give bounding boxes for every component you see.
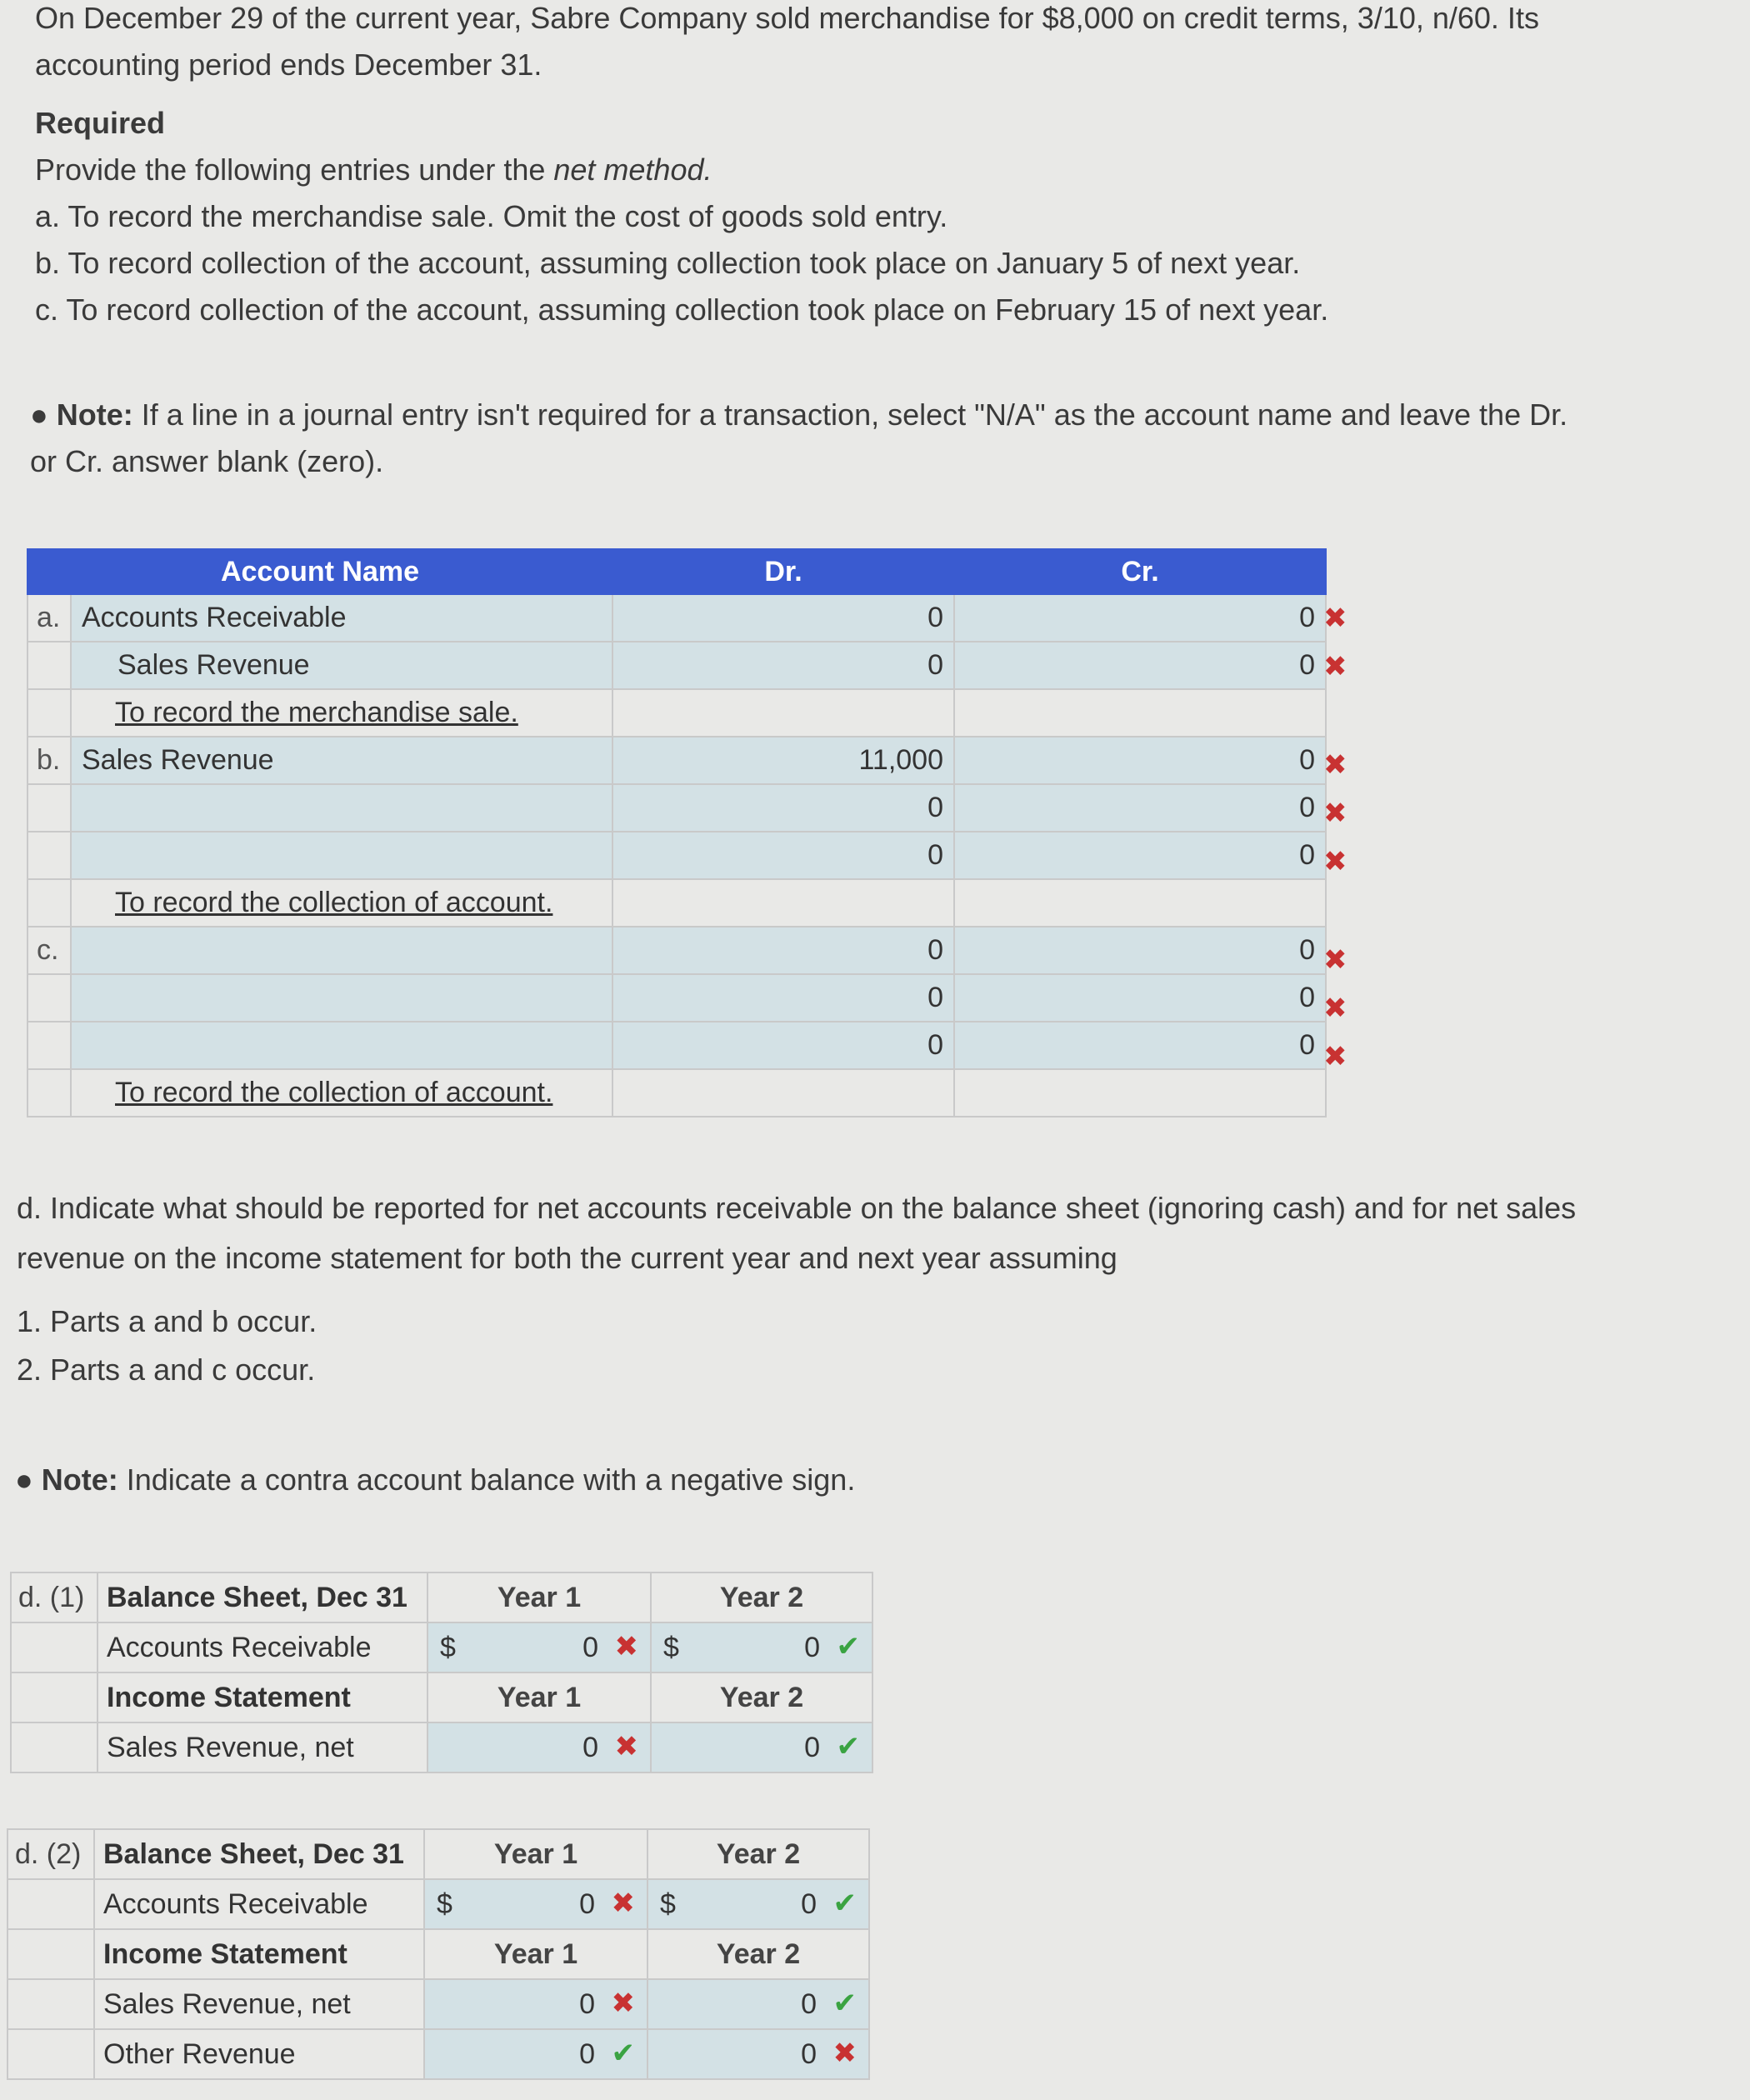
sr-year2-input[interactable]: 0 ✔ bbox=[651, 1722, 872, 1772]
account-select[interactable] bbox=[71, 832, 612, 879]
note-2: ● Note: Indicate a contra account balance with a negative sign. bbox=[15, 1462, 856, 1497]
incorrect-icon: ✖ bbox=[1323, 602, 1348, 634]
incorrect-icon: ✖ bbox=[1323, 846, 1348, 878]
dr-input[interactable]: 11,000 bbox=[612, 737, 954, 784]
part-d-items: 1. Parts a and b occur. 2. Parts a and c occur. bbox=[17, 1304, 318, 1387]
dr-input[interactable]: 0 bbox=[612, 832, 954, 879]
ar-year2-input[interactable]: $ 0 ✔ bbox=[648, 1879, 869, 1929]
sr-year2-input[interactable]: 0 ✔ bbox=[648, 1979, 869, 2029]
dr-input[interactable]: 0 bbox=[612, 974, 954, 1022]
memo-link[interactable]: To record the collection of account. bbox=[71, 1069, 612, 1117]
journal-row bbox=[28, 974, 1326, 1022]
year2-header: Year 2 bbox=[648, 1829, 869, 1879]
account-select[interactable] bbox=[71, 927, 612, 974]
ar-year1-input[interactable]: $ 0 ✖ bbox=[424, 1879, 648, 1929]
header-dr: Dr. bbox=[612, 549, 954, 594]
required-section bbox=[35, 100, 1328, 333]
entry-label-b: b. bbox=[28, 737, 71, 784]
or-year1-input[interactable]: 0 ✔ bbox=[424, 2029, 648, 2079]
d2-label: d. (2) bbox=[8, 1829, 94, 1879]
cr-input[interactable]: 0 bbox=[954, 832, 1326, 879]
header-cr: Cr. bbox=[954, 549, 1326, 594]
account-select[interactable] bbox=[71, 974, 612, 1022]
sales-revenue-net-label: Sales Revenue, net bbox=[94, 1979, 424, 2029]
incorrect-icon: ✖ bbox=[1323, 992, 1348, 1024]
income-statement-header: Income Statement bbox=[94, 1929, 424, 1979]
journal-row bbox=[28, 737, 1326, 784]
year2-header: Year 2 bbox=[651, 1572, 872, 1622]
incorrect-icon: ✖ bbox=[1323, 651, 1348, 682]
correct-icon: ✔ bbox=[832, 1988, 857, 2019]
item-a: a. To record the merchandise sale. Omit the cost of goods sold entry. bbox=[35, 199, 948, 233]
account-select[interactable]: Sales Revenue bbox=[71, 737, 612, 784]
instruction: Provide the following entries under the net method. bbox=[35, 152, 712, 187]
journal-memo-row bbox=[28, 1069, 1326, 1117]
part-d-text: d. Indicate what should be reported for net accounts receivable on the balance sheet (ignoring cash) and for net sales revenue on the income statement for both the current year and next year assuming bbox=[17, 1191, 1577, 1275]
balance-sheet-header: Balance Sheet, Dec 31 bbox=[94, 1829, 424, 1879]
sales-revenue-net-label: Sales Revenue, net bbox=[98, 1722, 428, 1772]
required-heading: Required bbox=[35, 106, 166, 140]
year1-header: Year 1 bbox=[428, 1572, 651, 1622]
intro-text bbox=[35, 0, 1539, 88]
incorrect-icon: ✖ bbox=[1323, 944, 1348, 976]
dr-input[interactable]: 0 bbox=[612, 642, 954, 689]
journal-row bbox=[28, 784, 1326, 832]
accounts-receivable-label: Accounts Receivable bbox=[98, 1622, 428, 1672]
sr-year1-input[interactable]: 0 ✖ bbox=[424, 1979, 648, 2029]
journal-row bbox=[28, 1022, 1326, 1069]
cr-input[interactable]: 0 bbox=[954, 642, 1326, 689]
cr-input[interactable]: 0 bbox=[954, 737, 1326, 784]
journal-header-row bbox=[28, 549, 1326, 594]
memo-link[interactable]: To record the collection of account. bbox=[71, 879, 612, 927]
correct-icon: ✔ bbox=[832, 1888, 857, 1919]
balance-sheet-header: Balance Sheet, Dec 31 bbox=[98, 1572, 428, 1622]
journal-memo-row bbox=[28, 879, 1326, 927]
correct-icon: ✔ bbox=[836, 1731, 860, 1762]
note-1: ● Note: If a line in a journal entry isn't required for a transaction, select "N/A" as the account name and leave the Dr. or Cr. answer blank (zero). bbox=[30, 398, 1568, 478]
incorrect-icon: ✖ bbox=[614, 1631, 638, 1662]
income-statement-header: Income Statement bbox=[98, 1672, 428, 1722]
intro-line-2: accounting period ends December 31. bbox=[35, 48, 542, 82]
cr-input[interactable]: 0 bbox=[954, 784, 1326, 832]
account-select[interactable] bbox=[71, 1022, 612, 1069]
account-select[interactable]: Sales Revenue bbox=[71, 642, 612, 689]
dr-input[interactable]: 0 bbox=[612, 1022, 954, 1069]
other-revenue-label: Other Revenue bbox=[94, 2029, 424, 2079]
journal-entry-table bbox=[27, 548, 1327, 1118]
ar-year1-input[interactable]: $ 0 ✖ bbox=[428, 1622, 651, 1672]
journal-row bbox=[28, 594, 1326, 642]
dr-input[interactable]: 0 bbox=[612, 927, 954, 974]
cr-input[interactable]: 0 bbox=[954, 927, 1326, 974]
accounts-receivable-label: Accounts Receivable bbox=[94, 1879, 424, 1929]
bullet-icon: ● bbox=[30, 398, 57, 432]
d2-table: d. (2) Balance Sheet, Dec 31 Year 1 Year 2 Accounts Receivable $ 0 ✖ $ 0 ✔ Income Statement Year 1 Year 2 Sales Revenue, net 0 ✖ 0 ✔ Other Revenue 0 ✔ 0 ✖ bbox=[7, 1828, 870, 2080]
d1-table: d. (1) Balance Sheet, Dec 31 Year 1 Year 2 Accounts Receivable $ 0 ✖ $ 0 ✔ Income Statement Year 1 Year 2 Sales Revenue, net 0 ✖ 0 ✔ bbox=[10, 1572, 873, 1773]
cr-input[interactable]: 0 bbox=[954, 594, 1326, 642]
intro-line-1: On December 29 of the current year, Sabre Company sold merchandise for $8,000 on credit terms, 3/10, n/60. Its bbox=[35, 1, 1539, 35]
entry-label-c: c. bbox=[28, 927, 71, 974]
bullet-icon: ● bbox=[15, 1462, 42, 1497]
item-b: b. To record collection of the account, assuming collection took place on January 5 of next year. bbox=[35, 246, 1301, 280]
incorrect-icon: ✖ bbox=[1323, 1041, 1348, 1072]
incorrect-icon: ✖ bbox=[1323, 798, 1348, 829]
account-select[interactable] bbox=[71, 784, 612, 832]
incorrect-icon: ✖ bbox=[611, 1988, 635, 2019]
incorrect-icon: ✖ bbox=[611, 1888, 635, 1919]
or-year2-input[interactable]: 0 ✖ bbox=[648, 2029, 869, 2079]
journal-memo-row bbox=[28, 689, 1326, 737]
sr-year1-input[interactable]: 0 ✖ bbox=[428, 1722, 651, 1772]
memo-link[interactable]: To record the merchandise sale. bbox=[71, 689, 612, 737]
d1-label: d. (1) bbox=[11, 1572, 98, 1622]
journal-row bbox=[28, 642, 1326, 689]
journal-row bbox=[28, 927, 1326, 974]
incorrect-icon: ✖ bbox=[614, 1731, 638, 1762]
header-account-name: Account Name bbox=[28, 549, 612, 594]
incorrect-icon: ✖ bbox=[1323, 749, 1348, 781]
dr-input[interactable]: 0 bbox=[612, 784, 954, 832]
correct-icon: ✔ bbox=[611, 2038, 635, 2069]
correct-icon: ✔ bbox=[836, 1631, 860, 1662]
year1-header: Year 1 bbox=[424, 1829, 648, 1879]
account-select[interactable]: Accounts Receivable bbox=[71, 594, 612, 642]
incorrect-icon: ✖ bbox=[832, 2038, 857, 2069]
ar-year2-input[interactable]: $ 0 ✔ bbox=[651, 1622, 872, 1672]
cr-input[interactable]: 0 bbox=[954, 1022, 1326, 1069]
journal-row bbox=[28, 832, 1326, 879]
item-c: c. To record collection of the account, assuming collection took place on February 15 of next year. bbox=[35, 292, 1329, 327]
dr-input[interactable]: 0 bbox=[612, 594, 954, 642]
entry-label-a: a. bbox=[28, 594, 71, 642]
cr-input[interactable]: 0 bbox=[954, 974, 1326, 1022]
